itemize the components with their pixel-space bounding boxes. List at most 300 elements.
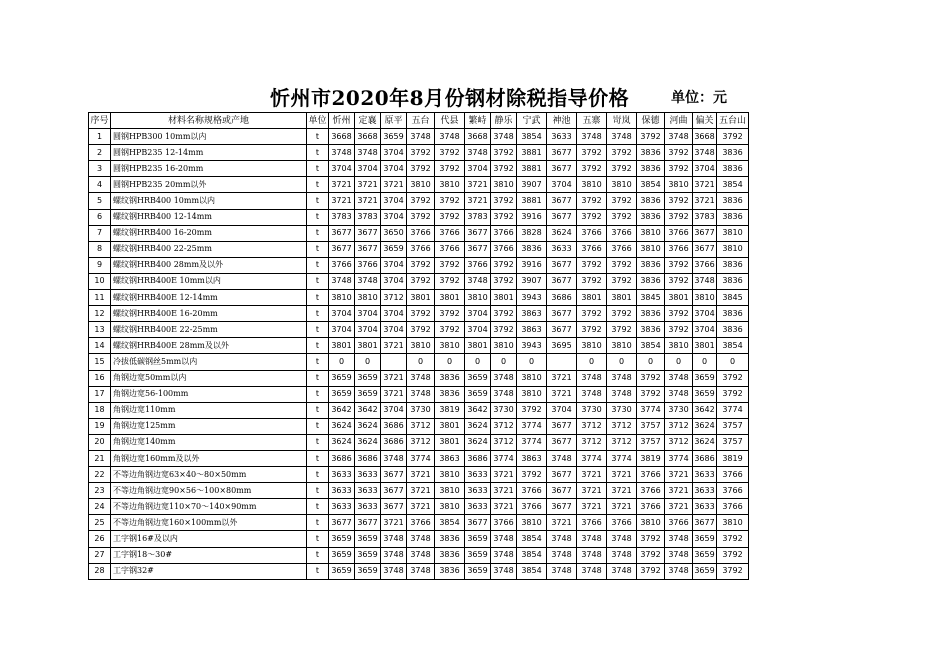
material-name-cell: 不等边角钢边宽160×100mm以外 [111,515,307,531]
price-cell: 3677 [547,161,577,177]
table-row [89,177,749,193]
price-cell: 3801 [491,290,517,306]
price-cell: 3810 [665,338,693,354]
price-cell: 3766 [407,225,435,241]
price-cell: 3677 [465,241,491,257]
price-cell: 3766 [355,257,381,273]
unit-cell: t [307,386,329,402]
material-name-cell: 螺纹钢HRB400E 16-20mm [111,306,307,322]
price-cell: 3836 [717,209,749,225]
price-cell: 3792 [407,306,435,322]
price-cell: 3677 [547,306,577,322]
price-cell: 3659 [329,531,355,547]
price-cell: 3792 [665,161,693,177]
price-cell: 3792 [577,193,607,209]
price-cell: 3677 [381,483,407,499]
row-index-cell: 10 [89,273,111,289]
table-row [89,257,749,273]
price-cell: 3792 [577,322,607,338]
price-cell: 3792 [607,161,637,177]
table-row [89,483,749,499]
price-cell: 3792 [491,193,517,209]
price-cell: 3881 [517,145,547,161]
price-cell: 3863 [517,450,547,466]
price-cell: 3642 [355,402,381,418]
table-row [89,145,749,161]
material-name-cell: 角钢边宽140mm [111,434,307,450]
row-index-cell: 13 [89,322,111,338]
price-cell: 3677 [547,467,577,483]
price-cell: 3721 [407,499,435,515]
price-cell: 3792 [435,193,465,209]
material-name-cell: 角钢边宽160mm及以外 [111,450,307,466]
price-cell: 3704 [355,322,381,338]
price-cell: 3633 [465,499,491,515]
price-cell: 3704 [381,161,407,177]
column-header: 原平 [381,113,407,129]
price-cell: 3854 [717,177,749,193]
price-cell: 3792 [717,531,749,547]
table-row [89,531,749,547]
price-cell: 3810 [577,177,607,193]
price-cell: 3766 [435,225,465,241]
table-row [89,563,749,579]
price-cell: 3704 [381,145,407,161]
price-cell: 3810 [491,177,517,193]
column-header: 岢岚 [607,113,637,129]
price-cell: 3748 [407,129,435,145]
price-cell: 3677 [465,515,491,531]
unit-cell: t [307,322,329,338]
price-cell: 3659 [465,386,491,402]
price-cell: 3748 [607,370,637,386]
price-cell: 3633 [693,467,717,483]
price-cell: 3854 [435,515,465,531]
price-cell: 3801 [665,290,693,306]
price-cell: 3712 [665,418,693,434]
row-index-cell: 27 [89,547,111,563]
table-row [89,273,749,289]
price-cell: 3659 [693,370,717,386]
table-row [89,338,749,354]
price-cell: 3748 [407,386,435,402]
price-cell: 3633 [465,467,491,483]
price-cell: 3748 [465,145,491,161]
unit-cell: t [307,161,329,177]
price-cell: 3721 [607,499,637,515]
price-cell: 3721 [665,483,693,499]
price-cell: 3677 [547,483,577,499]
price-cell: 3712 [407,434,435,450]
unit-cell: t [307,434,329,450]
price-cell: 3810 [607,338,637,354]
column-header: 代县 [435,113,465,129]
material-name-cell: 不等边角钢边宽90×56～100×80mm [111,483,307,499]
price-cell: 3757 [717,418,749,434]
price-cell: 3721 [665,499,693,515]
price-cell: 3792 [577,306,607,322]
row-index-cell: 12 [89,306,111,322]
price-cell: 3766 [665,241,693,257]
price-cell: 3721 [491,499,517,515]
price-cell: 3712 [665,434,693,450]
price-cell: 3748 [381,563,407,579]
price-cell: 3624 [329,418,355,434]
price-cell: 0 [465,354,491,370]
price-cell: 3810 [637,225,665,241]
price-cell: 3836 [637,161,665,177]
column-header: 河曲 [665,113,693,129]
row-index-cell: 25 [89,515,111,531]
price-cell: 3624 [355,434,381,450]
price-cell: 3721 [381,177,407,193]
price-cell: 3748 [435,129,465,145]
unit-cell: t [307,338,329,354]
price-cell: 3792 [435,209,465,225]
row-index-cell: 18 [89,402,111,418]
price-cell: 3642 [693,402,717,418]
price-cell: 3748 [547,450,577,466]
price-cell: 3810 [607,177,637,193]
price-cell: 3792 [491,209,517,225]
price-cell: 3792 [577,209,607,225]
price-cell: 3686 [547,290,577,306]
price-cell: 3624 [465,434,491,450]
price-cell: 3633 [329,483,355,499]
column-header: 五台 [407,113,435,129]
price-cell: 3916 [517,257,547,273]
row-index-cell: 17 [89,386,111,402]
price-cell: 3668 [693,129,717,145]
unit-cell: t [307,193,329,209]
price-cell: 3748 [407,531,435,547]
table-row [89,193,749,209]
price-cell: 3766 [607,515,637,531]
column-header: 单位 [307,113,329,129]
price-cell: 3677 [547,209,577,225]
price-cell: 3757 [637,434,665,450]
table-row [89,370,749,386]
price-cell: 0 [607,354,637,370]
price-cell: 3721 [577,483,607,499]
price-cell: 3704 [329,322,355,338]
price-cell: 3659 [381,129,407,145]
material-name-cell: 角钢边宽125mm [111,418,307,434]
unit-cell: t [307,257,329,273]
price-cell: 3774 [717,402,749,418]
material-name-cell: 角钢边宽110mm [111,402,307,418]
table-row [89,290,749,306]
price-cell: 3801 [407,290,435,306]
price-cell: 3712 [577,434,607,450]
price-cell: 3881 [517,161,547,177]
row-index-cell: 9 [89,257,111,273]
price-cell: 3792 [665,273,693,289]
price-cell: 3748 [665,370,693,386]
price-cell: 3819 [717,450,749,466]
price-cell: 3828 [517,225,547,241]
price-cell: 3721 [381,338,407,354]
price-cell: 3748 [491,386,517,402]
row-index-cell: 7 [89,225,111,241]
price-cell: 3801 [577,290,607,306]
row-index-cell: 26 [89,531,111,547]
price-cell: 3792 [637,370,665,386]
price-cell: 3766 [607,225,637,241]
price-cell: 3677 [547,499,577,515]
price-cell: 3659 [355,563,381,579]
price-cell: 3677 [547,273,577,289]
price-cell: 3792 [717,129,749,145]
price-cell: 3704 [547,177,577,193]
material-name-cell: 不等边角钢边宽110×70～140×90mm [111,499,307,515]
price-cell: 3801 [607,290,637,306]
price-cell: 3748 [329,145,355,161]
price-cell: 3792 [607,145,637,161]
price-cell: 3810 [407,338,435,354]
price-cell: 3730 [577,402,607,418]
price-table [88,112,749,580]
price-cell: 3633 [329,467,355,483]
column-header: 偏关 [693,113,717,129]
price-cell: 3792 [577,145,607,161]
price-cell: 3836 [435,563,465,579]
price-cell: 3810 [517,370,547,386]
table-row [89,418,749,434]
price-cell: 3704 [355,306,381,322]
price-cell: 3810 [355,290,381,306]
row-index-cell: 11 [89,290,111,306]
table-body [89,129,749,580]
price-cell: 3677 [547,418,577,434]
price-cell: 3792 [407,193,435,209]
price-cell: 3668 [465,129,491,145]
unit-cell: t [307,450,329,466]
price-cell: 3792 [607,257,637,273]
price-cell: 3721 [407,467,435,483]
price-cell: 3748 [465,273,491,289]
price-cell: 3801 [355,338,381,354]
price-cell: 3863 [435,450,465,466]
price-cell: 3766 [407,515,435,531]
price-cell: 3766 [491,515,517,531]
price-cell: 3836 [435,531,465,547]
table-row [89,467,749,483]
price-cell: 3766 [407,241,435,257]
table-row [89,241,749,257]
table-row [89,225,749,241]
price-cell: 3624 [693,434,717,450]
price-cell: 3783 [693,209,717,225]
price-cell: 3836 [435,386,465,402]
unit-cell: t [307,418,329,434]
price-cell: 3748 [381,547,407,563]
price-cell: 3730 [491,402,517,418]
row-index-cell: 19 [89,418,111,434]
price-cell: 3704 [465,161,491,177]
row-index-cell: 23 [89,483,111,499]
price-cell: 3836 [717,161,749,177]
price-cell: 3712 [577,418,607,434]
price-cell: 3748 [577,370,607,386]
column-header: 材料名称规格或产地 [111,113,307,129]
price-cell: 3704 [465,322,491,338]
price-cell: 3704 [693,306,717,322]
table-row [89,161,749,177]
unit-cell: t [307,306,329,322]
row-index-cell: 24 [89,499,111,515]
price-cell: 3748 [491,563,517,579]
price-cell: 3836 [637,209,665,225]
price-cell: 3659 [693,563,717,579]
material-name-cell: 螺纹钢HRB400 22-25mm [111,241,307,257]
table-row [89,402,749,418]
column-header: 五台山 [717,113,749,129]
price-cell: 3801 [435,418,465,434]
table-row [89,386,749,402]
price-cell: 3695 [547,338,577,354]
price-cell: 3677 [465,225,491,241]
column-header: 五寨 [577,113,607,129]
price-cell: 3836 [435,547,465,563]
price-cell: 3792 [407,145,435,161]
unit-cell: t [307,273,329,289]
material-name-cell: 螺纹钢HRB400 28mm及以外 [111,257,307,273]
price-cell: 3633 [547,129,577,145]
price-cell: 3792 [435,257,465,273]
row-index-cell: 5 [89,193,111,209]
price-cell: 3721 [693,177,717,193]
unit-cell: t [307,129,329,145]
price-cell: 3792 [435,306,465,322]
price-cell: 3792 [491,322,517,338]
price-cell: 3730 [607,402,637,418]
price-cell: 3704 [547,402,577,418]
price-cell: 3677 [381,467,407,483]
price-cell: 3792 [517,467,547,483]
price-cell: 3686 [355,450,381,466]
price-cell: 3810 [329,290,355,306]
row-index-cell: 15 [89,354,111,370]
price-cell: 3792 [435,273,465,289]
material-name-cell: 螺纹钢HRB400 10mm以内 [111,193,307,209]
price-cell: 3712 [491,418,517,434]
row-index-cell: 14 [89,338,111,354]
price-cell: 3668 [355,129,381,145]
price-cell: 3748 [329,273,355,289]
price-cell: 0 [637,354,665,370]
price-cell: 3721 [465,177,491,193]
price-cell: 3783 [355,209,381,225]
price-cell: 3677 [547,145,577,161]
price-cell: 3943 [517,338,547,354]
price-cell: 3792 [491,257,517,273]
unit-cell: t [307,290,329,306]
price-cell: 3766 [637,467,665,483]
price-cell: 3792 [435,161,465,177]
price-cell: 3881 [517,193,547,209]
row-index-cell: 28 [89,563,111,579]
price-cell: 3721 [577,467,607,483]
material-name-cell: 不等边角钢边宽63×40～80×50mm [111,467,307,483]
price-cell: 3792 [407,161,435,177]
table-row [89,322,749,338]
material-name-cell: 圆钢HPB235 12-14mm [111,145,307,161]
price-cell: 0 [577,354,607,370]
price-cell: 3633 [547,241,577,257]
price-cell: 3792 [607,193,637,209]
price-cell: 3704 [355,161,381,177]
table-row [89,434,749,450]
price-cell: 3712 [381,290,407,306]
price-cell: 3748 [547,547,577,563]
price-cell: 3650 [381,225,407,241]
unit-cell: t [307,225,329,241]
price-cell: 3801 [435,434,465,450]
price-cell: 3721 [547,515,577,531]
price-cell: 3659 [693,531,717,547]
price-cell: 3810 [665,177,693,193]
price-cell: 3863 [517,322,547,338]
table-row [89,354,749,370]
column-header: 宁武 [517,113,547,129]
price-cell: 0 [329,354,355,370]
price-cell: 3721 [665,467,693,483]
price-cell: 3659 [329,386,355,402]
price-cell: 3748 [577,547,607,563]
price-cell: 3721 [465,193,491,209]
price-cell: 3854 [517,547,547,563]
price-cell: 3712 [491,434,517,450]
price-cell: 3774 [637,402,665,418]
title-row [88,82,796,112]
price-cell: 3792 [637,129,665,145]
price-cell: 3766 [577,225,607,241]
price-cell: 0 [717,354,749,370]
price-cell: 3748 [407,547,435,563]
price-cell: 3677 [547,193,577,209]
price-cell: 3624 [329,434,355,450]
price-cell: 3633 [329,499,355,515]
price-cell: 3721 [577,499,607,515]
price-cell: 0 [435,354,465,370]
price-cell: 3748 [607,547,637,563]
price-cell: 3810 [435,499,465,515]
price-cell: 3748 [491,370,517,386]
price-cell: 3792 [577,257,607,273]
price-cell: 3792 [637,563,665,579]
price-cell: 3686 [693,450,717,466]
price-cell: 3721 [407,483,435,499]
price-cell: 3748 [665,531,693,547]
price-cell: 3748 [355,273,381,289]
price-cell: 3792 [407,257,435,273]
material-name-cell: 螺纹钢HRB400E 22-25mm [111,322,307,338]
price-cell: 3783 [329,209,355,225]
price-cell: 3748 [665,129,693,145]
price-cell: 3810 [717,515,749,531]
table-header-row [89,113,749,129]
price-cell: 3819 [637,450,665,466]
price-cell: 3633 [693,483,717,499]
price-cell: 3659 [329,563,355,579]
price-cell: 3748 [547,563,577,579]
material-name-cell: 圆钢HPB300 10mm以内 [111,129,307,145]
price-cell: 3748 [665,547,693,563]
price-cell: 3677 [329,225,355,241]
price-cell: 3757 [717,434,749,450]
row-index-cell: 3 [89,161,111,177]
